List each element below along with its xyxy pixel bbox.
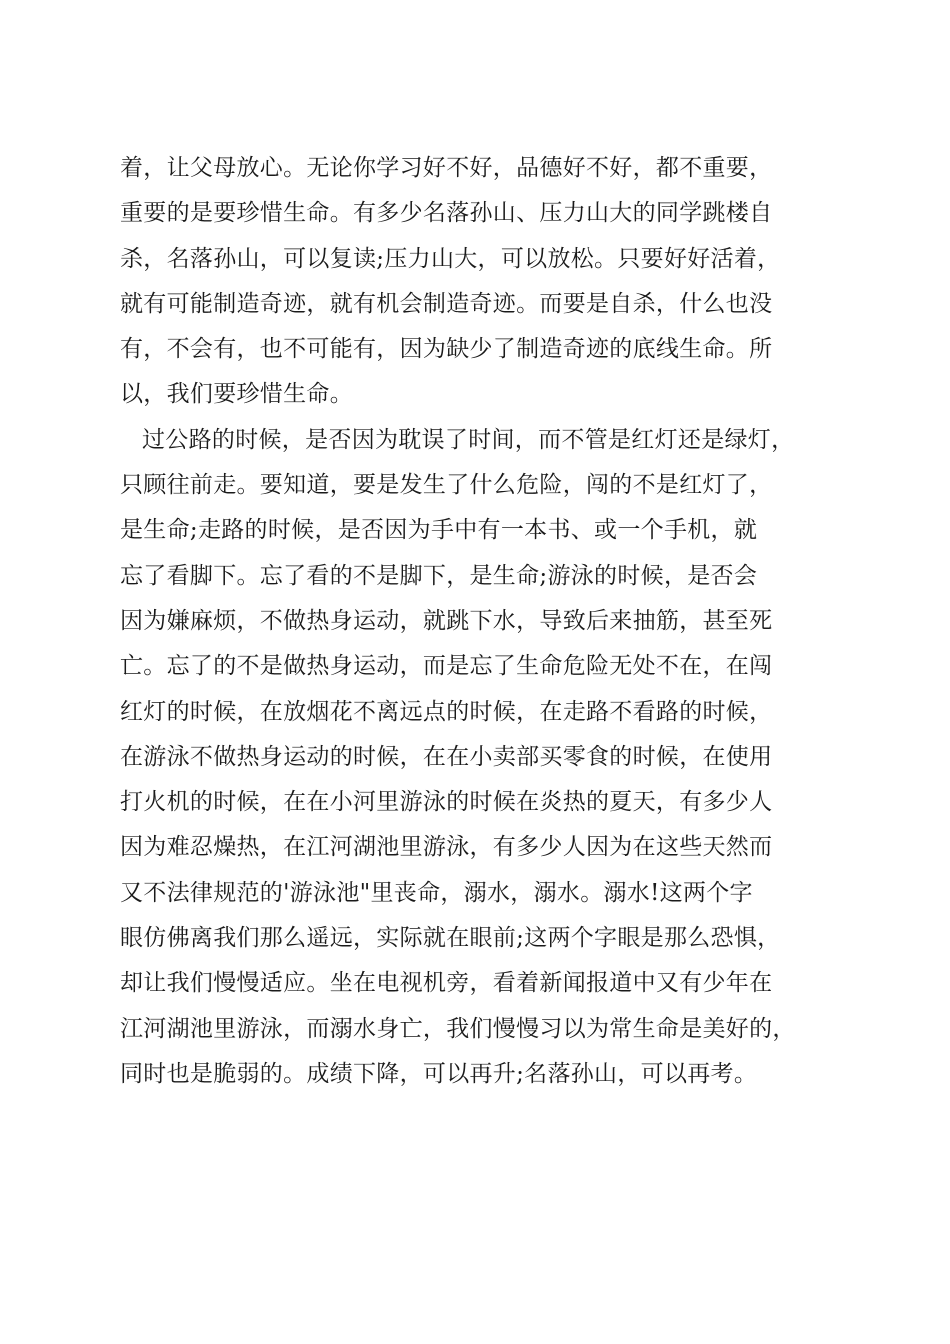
text-line: 着，让父母放心。无论你学习好不好，品德好不好，都不重要， xyxy=(120,155,773,181)
text-line: 却让我们慢慢适应。坐在电视机旁，看着新闻报道中又有少年在 xyxy=(120,970,773,997)
text-line: 因为难忍燥热，在江河湖池里游泳，有多少人因为在这些天然而 xyxy=(120,834,773,861)
text-line: 红灯的时候，在放烟花不离远点的时候，在走路不看路的时候， xyxy=(120,698,773,725)
text-line: 亡。忘了的不是做热身运动，而是忘了生命危险无处不在，在闯 xyxy=(120,653,773,680)
text-line-paragraph-start: 过公路的时候，是否因为耽误了时间，而不管是红灯还是绿灯， xyxy=(142,426,795,453)
text-line: 眼仿佛离我们那么遥远，实际就在眼前;这两个字眼是那么恐惧， xyxy=(120,925,781,952)
text-line: 杀，名落孙山，可以复读;压力山大，可以放松。只要好好活着， xyxy=(120,245,781,272)
text-line: 就有可能制造奇迹，就有机会制造奇迹。而要是自杀，什么也没 xyxy=(120,290,773,317)
text-line: 江河湖池里游泳，而溺水身亡，我们慢慢习以为常生命是美好的， xyxy=(120,1015,796,1042)
text-line: 是生命;走路的时候，是否因为手中有一本书、或一个手机，就 xyxy=(120,517,758,544)
text-line: 重要的是要珍惜生命。有多少名落孙山、压力山大的同学跳楼自 xyxy=(120,200,773,227)
text-line: 因为嫌麻烦，不做热身运动，就跳下水，导致后来抽筋，甚至死 xyxy=(120,607,773,634)
text-line: 以，我们要珍惜生命。 xyxy=(120,381,353,408)
text-line: 打火机的时候，在在小河里游泳的时候在炎热的夏天，有多少人 xyxy=(120,789,773,816)
body-text xyxy=(120,146,860,1097)
text-line: 有，不会有，也不可能有，因为缺少了制造奇迹的底线生命。所 xyxy=(120,336,773,363)
text-line: 在游泳不做热身运动的时候，在在小卖部买零食的时候，在使用 xyxy=(120,743,773,770)
text-line: 忘了看脚下。忘了看的不是脚下，是生命;游泳的时候，是否会 xyxy=(120,562,758,589)
text-line: 又不法律规范的'游泳池"里丧命，溺水，溺水。溺水!这两个字 xyxy=(120,879,753,906)
text-line: 只顾往前走。要知道，要是发生了什么危险，闯的不是红灯了， xyxy=(120,472,773,499)
text-line: 同时也是脆弱的。成绩下降，可以再升;名落孙山，可以再考。 xyxy=(120,1060,758,1087)
